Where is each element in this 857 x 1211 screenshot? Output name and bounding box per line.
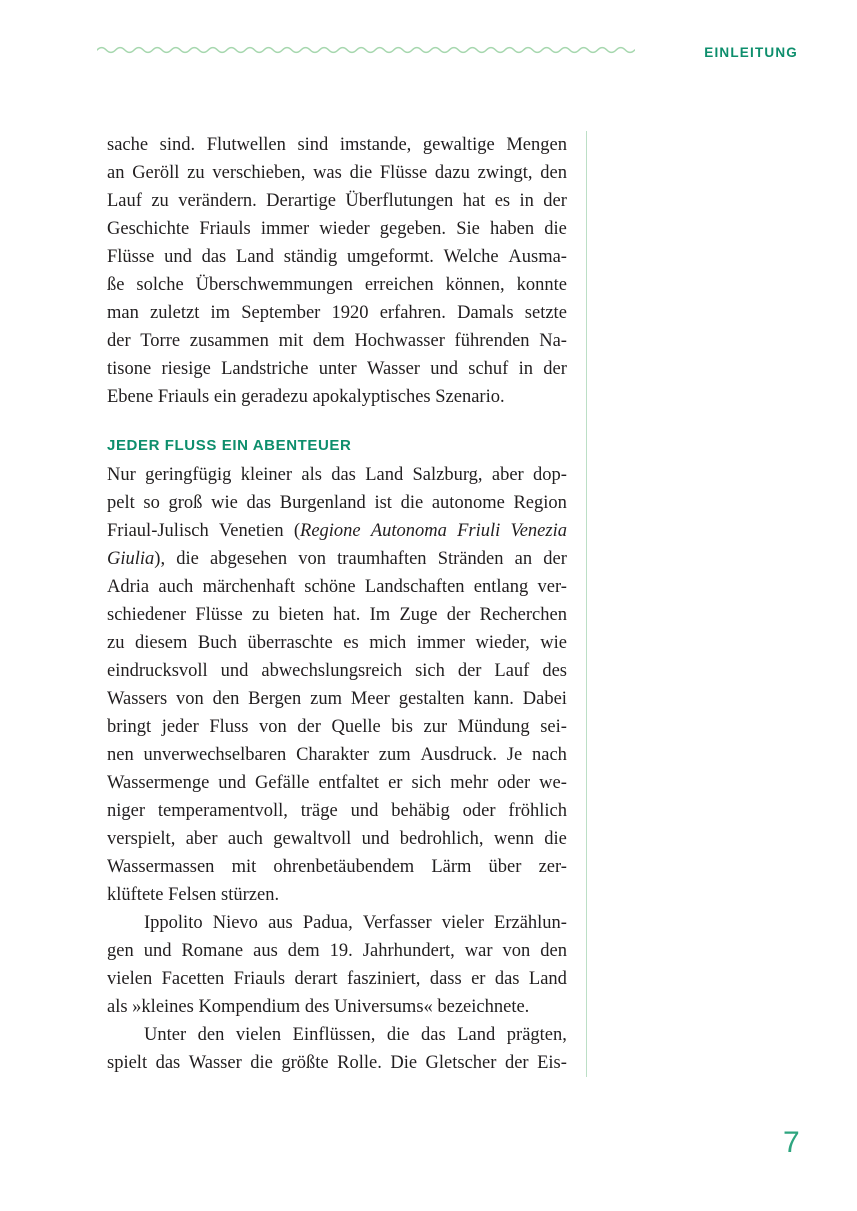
text-line: als »kleines Kompendium des Universums« bezeichnete. <box>107 997 530 1017</box>
text-line: eindrucksvoll und abwechslungsreich sich der Lauf des <box>107 661 567 681</box>
text-line: pelt so groß wie das Burgenland ist die autonome Region <box>107 493 567 513</box>
text-line: tisone riesige Landstriche unter Wasser und schuf in der <box>107 359 567 379</box>
vertical-rule <box>586 131 587 1077</box>
text-line: Nur geringfügig kleiner als das Land Salzburg, aber dop- <box>107 465 567 485</box>
paragraph <box>107 1021 567 1077</box>
text-line: an Geröll zu verschieben, was die Flüsse dazu zwingt, den <box>107 163 567 183</box>
text-line: Lauf zu verändern. Derartige Überflutungen hat es in der <box>107 191 567 211</box>
text-line: Wassermenge und Gefälle entfaltet er sich mehr oder we- <box>107 773 567 793</box>
section-heading: JEDER FLUSS EIN ABENTEUER <box>107 437 352 454</box>
text-line: sache sind. Flutwellen sind imstande, gewaltige Mengen <box>107 135 567 155</box>
text-line: Friaul-Julisch Venetien (Regione Autonoma Friuli Venezia <box>107 521 567 541</box>
text-column <box>107 131 567 1077</box>
text-line: niger temperamentvoll, träge und behäbig oder fröhlich <box>107 801 567 821</box>
text-line: Wassers von den Bergen zum Meer gestalten kann. Dabei <box>107 689 567 709</box>
paragraph <box>107 909 567 1021</box>
text-line: Flüsse und das Land ständig umgeformt. Welche Ausma- <box>107 247 567 267</box>
text-line: der Torre zusammen mit dem Hochwasser führenden Na- <box>107 331 567 351</box>
paragraph <box>107 131 567 411</box>
text-line: schiedener Flüsse zu bieten hat. Im Zuge der Recherchen <box>107 605 567 625</box>
text-line: man zuletzt im September 1920 erfahren. Damals setzte <box>107 303 567 323</box>
running-head: EINLEITUNG <box>704 45 798 60</box>
text-line: Giulia), die abgesehen von traumhaften Stränden an der <box>107 549 567 569</box>
text-line: vielen Facetten Friauls derart fasziniert, dass er das Land <box>107 969 567 989</box>
text-line: Wassermassen mit ohrenbetäubendem Lärm über zer- <box>107 857 567 877</box>
text-line: verspielt, aber auch gewaltvoll und bedrohlich, wenn die <box>107 829 567 849</box>
text-line: zu diesem Buch überraschte es mich immer wieder, wie <box>107 633 567 653</box>
page-number: 7 <box>783 1126 800 1159</box>
text-line: Ebene Friauls ein geradezu apokalyptisches Szenario. <box>107 387 505 407</box>
text-line: nen unverwechselbaren Charakter zum Ausdruck. Je nach <box>107 745 567 765</box>
text-line: klüftete Felsen stürzen. <box>107 885 280 905</box>
text-line: bringt jeder Fluss von der Quelle bis zur Mündung sei- <box>107 717 567 737</box>
text-line: ße solche Überschwemmungen erreichen können, konnte <box>107 275 567 295</box>
text-line: Ippolito Nievo aus Padua, Verfasser vieler Erzählun- <box>144 913 567 933</box>
text-line: Adria auch märchenhaft schöne Landschaften entlang ver- <box>107 577 567 597</box>
paragraph <box>107 461 567 909</box>
text-line: gen und Romane aus dem 19. Jahrhundert, war von den <box>107 941 567 961</box>
text-line: Unter den vielen Einflüssen, die das Land prägten, <box>144 1025 567 1045</box>
text-line: Geschichte Friauls immer wieder gegeben. Sie haben die <box>107 219 567 239</box>
wavy-line-ornament-icon <box>97 43 635 57</box>
text-line: spielt das Wasser die größte Rolle. Die Gletscher der Eis- <box>107 1053 567 1073</box>
